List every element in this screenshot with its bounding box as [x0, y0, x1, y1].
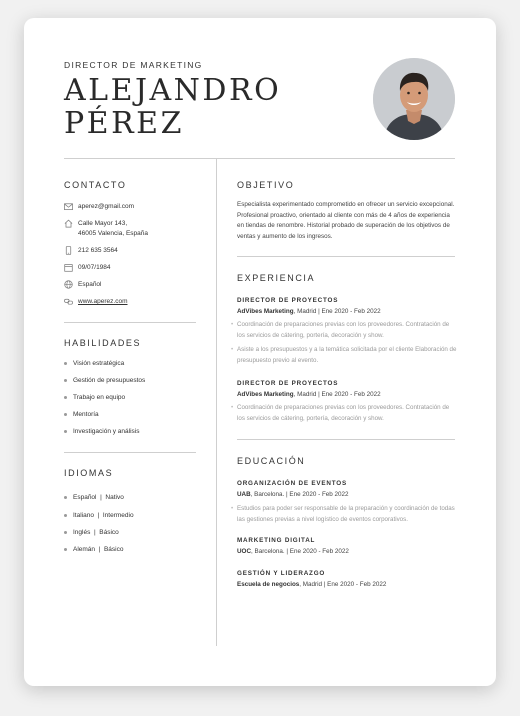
candidate-name: [64, 74, 281, 140]
language-item: Italiano | Intermedio: [64, 512, 134, 519]
education-bullet: • Estudios para poder ser responsable de la preparación y coordinación de todas las gestiones previas a nivel logístico de eventos corporativos.: [231, 504, 457, 525]
experience-heading: EXPERIENCIA: [237, 273, 316, 283]
education-heading: EDUCACIÓN: [237, 456, 306, 466]
education-title: MARKETING DIGITAL: [237, 537, 316, 544]
job-role: DIRECTOR DE MARKETING: [64, 60, 203, 70]
skills-heading: HABILIDADES: [64, 338, 142, 348]
calendar-icon: [64, 263, 73, 272]
resume-page: [24, 18, 496, 686]
job-bullet: • Coordinación de preparaciones previas con los proveedores. Contratación de los servicios de cátering, portería, decoración y show.: [231, 403, 457, 424]
contact-phone: [64, 246, 118, 256]
skill-item: Investigación y análisis: [64, 428, 139, 435]
language-item: Alemán | Básico: [64, 546, 123, 553]
link-icon: [64, 297, 73, 306]
phone-text: 212 635 3564: [78, 247, 118, 254]
job-bullet: • Coordinación de preparaciones previas con los proveedores. Contratación de los servicios de cátering, portería, decoración y show.: [231, 320, 457, 341]
language-item: Inglés | Básico: [64, 529, 119, 536]
objective-divider: [237, 256, 455, 257]
address-line-1: Calle Mayor 143,: [78, 220, 128, 227]
website-link[interactable]: www.aperez.com: [78, 298, 128, 305]
objective-heading: OBJETIVO: [237, 180, 295, 190]
profile-photo: [373, 58, 455, 140]
name-line-1: ALEJANDRO: [64, 73, 282, 108]
contact-birthdate: [64, 263, 111, 273]
education-meta: UOC, Barcelona. | Ene 2020 - Feb 2022: [237, 548, 349, 555]
languages-heading: IDIOMAS: [64, 468, 114, 478]
address-line-2: 46005 Valencia, España: [78, 230, 148, 237]
skill-item: Gestión de presupuestos: [64, 377, 145, 384]
skill-item: Visión estratégica: [64, 360, 124, 367]
job-title: DIRECTOR DE PROYECTOS: [237, 297, 339, 304]
education-title: ORGANIZACIÓN DE EVENTOS: [237, 480, 347, 487]
contact-nationality: [64, 280, 102, 290]
birthdate-text: 09/07/1984: [78, 264, 111, 271]
skills-divider: [64, 452, 196, 453]
job-title: DIRECTOR DE PROYECTOS: [237, 380, 339, 387]
education-title: GESTIÓN Y LIDERAZGO: [237, 570, 326, 577]
contact-address: [64, 219, 148, 239]
job-meta: AdVibes Marketing, Madrid | Ene 2020 - Feb 2022: [237, 308, 381, 315]
job-bullet: • Asiste a los presupuestos y a la temática solicitada por el cliente Elaboración de presupuesto previo al evento.: [231, 345, 457, 366]
objective-text: Especialista experimentado comprometido en ofrecer un servicio excepcional. Profesional proactivo, orientado al cliente con más de 4 años de experiencia en tiendas de renombre. Historial probado de superación de los objetivos de ventas y aumento de los ingresos.: [237, 201, 455, 240]
home-icon: [64, 219, 73, 228]
name-line-2: PÉREZ: [64, 106, 184, 141]
education-meta: UAB, Barcelona. | Ene 2020 - Feb 2022: [237, 491, 349, 498]
column-divider: [216, 159, 217, 646]
skill-item: Trabajo en equipo: [64, 394, 125, 401]
education-meta: Escuela de negocios, Madrid | Ene 2020 - Feb 2022: [237, 581, 387, 588]
language-item: Español | Nativo: [64, 494, 124, 501]
contact-website[interactable]: [64, 297, 128, 307]
contact-email-text: aperez@gmail.com: [78, 203, 135, 210]
contact-heading: CONTACTO: [64, 180, 127, 190]
phone-icon: [64, 246, 73, 255]
experience-divider: [237, 439, 455, 440]
contact-email[interactable]: [64, 202, 134, 212]
job-meta: AdVibes Marketing, Madrid | Ene 2020 - Feb 2022: [237, 391, 381, 398]
header-divider: [64, 158, 455, 159]
contact-divider: [64, 322, 196, 323]
globe-icon: [64, 280, 73, 289]
nationality-text: Español: [78, 281, 102, 288]
skill-item: Mentoría: [64, 411, 99, 418]
mail-icon: [64, 202, 73, 211]
